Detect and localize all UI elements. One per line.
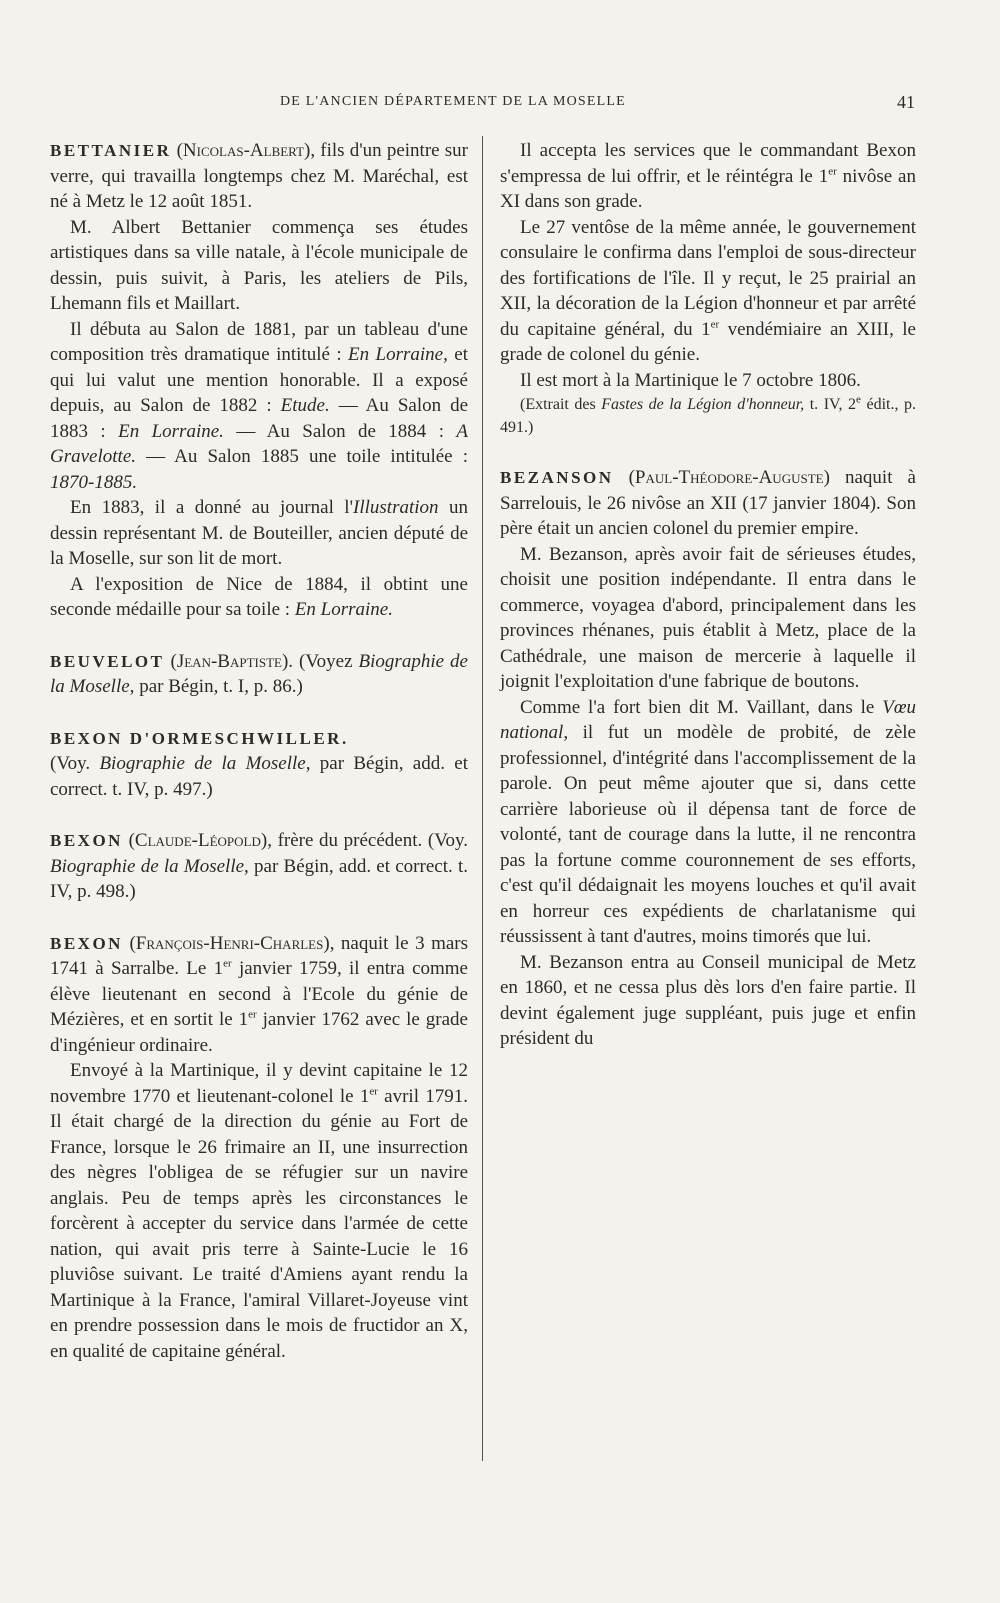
- entry-bexon-francois: [50, 931, 468, 1365]
- paragraph: Envoyé à la Martinique, il y devint capitaine le 12 novembre 1770 et lieutenant-colonel le 1er avril 1791. Il était chargé de la direction du génie au Fort de France, lorsque le 26 frimaire an II, une insurrection des nègres l'obligea de se réfugier sur un navire anglais. Peu de temps après les circonstances le forcèrent à accepter du service dans l'armée de cette nation, qui avait pris terre à Sainte-Lucie le 16 pluviôse suivant. Le traité d'Amiens ayant rendu la Martinique à la France, l'amiral Villaret-Joyeuse vint en prendre possession dans le mois de fructidor an X, en qualité de capitaine général.: [50, 1060, 468, 1362]
- paragraph: BEZANSON (Paul-Théodore-Auguste) naquit à Sarrelouis, le 26 nivôse an XII (17 janvier 1804). Son père était un ancien colonel du premier empire.: [500, 467, 916, 539]
- page-header: [50, 94, 915, 118]
- entry-bexon-francois-continued: [500, 138, 916, 439]
- paragraph: En 1883, il a donné au journal l'Illustration un dessin représentant M. de Bouteiller, ancien député de la Moselle, sur son lit de mort.: [50, 497, 468, 569]
- paragraph: M. Bezanson, après avoir fait de sérieuses études, choisit une position indépendante. Il entra dans le commerce, voyagea d'abord, principalement dans les provinces rhénanes, puis établit à Metz, place de la Cathédrale, une maison de mercerie à laquelle il joignit l'exploitation d'une fabrique de boutons.: [500, 543, 916, 692]
- entry-given-names: (Paul-Théodore-Auguste): [628, 467, 830, 488]
- entry-bexon-claude: [50, 828, 468, 905]
- entry-beuvelot: [50, 649, 468, 700]
- running-title: DE L'ANCIEN DÉPARTEMENT DE LA MOSELLE: [280, 94, 626, 109]
- paragraph: BEXON (François-Henri-Charles), naquit le 3 mars 1741 à Sarralbe. Le 1er janvier 1759, il entra comme élève lieutenant en second à l'Ecole du génie de Mézières, et en sortit le 1er janvier 1762 avec le grade d'ingénieur ordinaire.: [50, 932, 468, 1056]
- left-column: [50, 138, 468, 1364]
- paragraph: Il débuta au Salon de 1881, par un tableau d'une composition très dramatique intitulé : En Lorraine, et qui lui valut une mention honorable. Il a exposé depuis, au Salon de 1882 : Etude. — Au Salon de 1883 : En Lorraine. — Au Salon de 1884 : A Gravelotte. — Au Salon 1885 une toile intitulée : 1870-1885.: [50, 318, 469, 493]
- paragraph: Il est mort à la Martinique le 7 octobre 1806.: [520, 369, 861, 391]
- right-column: [500, 138, 916, 1052]
- entry-name: BEXON: [50, 831, 123, 850]
- entry-name: BEZANSON: [500, 468, 614, 487]
- entry-bexon-dormeschwiller: [50, 726, 468, 803]
- entry-bezanson: [500, 465, 916, 1052]
- entry-given-names: (Nicolas-Albert): [176, 140, 311, 161]
- entry-given-names: (Jean-Baptiste): [170, 650, 289, 672]
- paragraph: BEUVELOT (Jean-Baptiste). (Voyez Biographie de la Moselle, par Bégin, t. I, p. 86.): [50, 650, 468, 697]
- page-number: 41: [897, 92, 915, 112]
- paragraph: A l'exposition de Nice de 1884, il obtint une seconde médaille pour sa toile : En Lorraine.: [50, 573, 468, 620]
- column-divider: [482, 136, 483, 1461]
- entry-name: BEUVELOT: [50, 651, 165, 671]
- entry-name: BEXON D'ORMESCHWILLER.: [50, 728, 349, 748]
- paragraph: M. Bezanson entra au Conseil municipal de Metz en 1860, et ne cessa plus dès lors d'en faire partie. Il devint également juge suppléant, puis juge et enfin président du: [500, 951, 916, 1049]
- entry-name: BEXON: [50, 933, 123, 953]
- paragraph: Le 27 ventôse de la même année, le gouvernement consulaire le confirma dans l'emploi de sous-directeur des fortifications de l'île. Il y reçut, le 25 prairial an XII, la décoration de la Légion d'honneur et par arrêté du capitaine général, du 1er vendémiaire an XIII, le grade de colonel du génie.: [500, 216, 916, 365]
- entry-bettanier: [50, 138, 468, 623]
- bettanier-intro: BETTANIER (Nicolas-Albert), fils d'un peintre sur verre, qui travailla longtemps chez M. Maréchal, est né à Metz le 12 août 1851.: [50, 140, 468, 212]
- paragraph: M. Albert Bettanier commença ses études artistiques dans sa ville natale, à l'école municipale de dessin, puis suivit, à Paris, les ateliers de Pils, Lhemann fils et Maillart.: [50, 216, 468, 314]
- paragraph: BEXON (Claude-Léopold), frère du précédent. (Voy. Biographie de la Moselle, par Bégin, add. et correct. t. IV, p. 498.): [50, 830, 468, 902]
- entry-name: BETTANIER: [50, 141, 172, 160]
- source-citation: (Extrait des Fastes de la Légion d'honneur, t. IV, 2e édit., p. 491.): [500, 393, 917, 436]
- paragraph: Comme l'a fort bien dit M. Vaillant, dans le Vœu national, il fut un modèle de probité, de zèle professionnel, d'intégrité dans l'accomplissement de la parole. On peut même ajouter que si, dans cette carrière laborieuse où il dépensa tant de force de volonté, tant de courage dans la lutte, il ne rencontra pas la fortune comme couronnement de ses efforts, c'est qu'il dédaignait les moyens louches et qu'il avait en horreur ces expédients de charlatanisme qui réussissent à tant d'autres, moins timorés que lui.: [500, 696, 916, 947]
- entry-given-names: (Claude-Léopold): [128, 830, 268, 851]
- entry-given-names: (François-Henri-Charles): [129, 932, 330, 954]
- paragraph: BEXON D'ORMESCHWILLER. (Voy. Biographie de la Moselle, par Bégin, add. et correct. t. IV, p. 497.): [50, 728, 468, 800]
- paragraph: Il accepta les services que le commandant Bexon s'empressa de lui offrir, et le réintégra le 1er nivôse an XI dans son grade.: [500, 140, 916, 212]
